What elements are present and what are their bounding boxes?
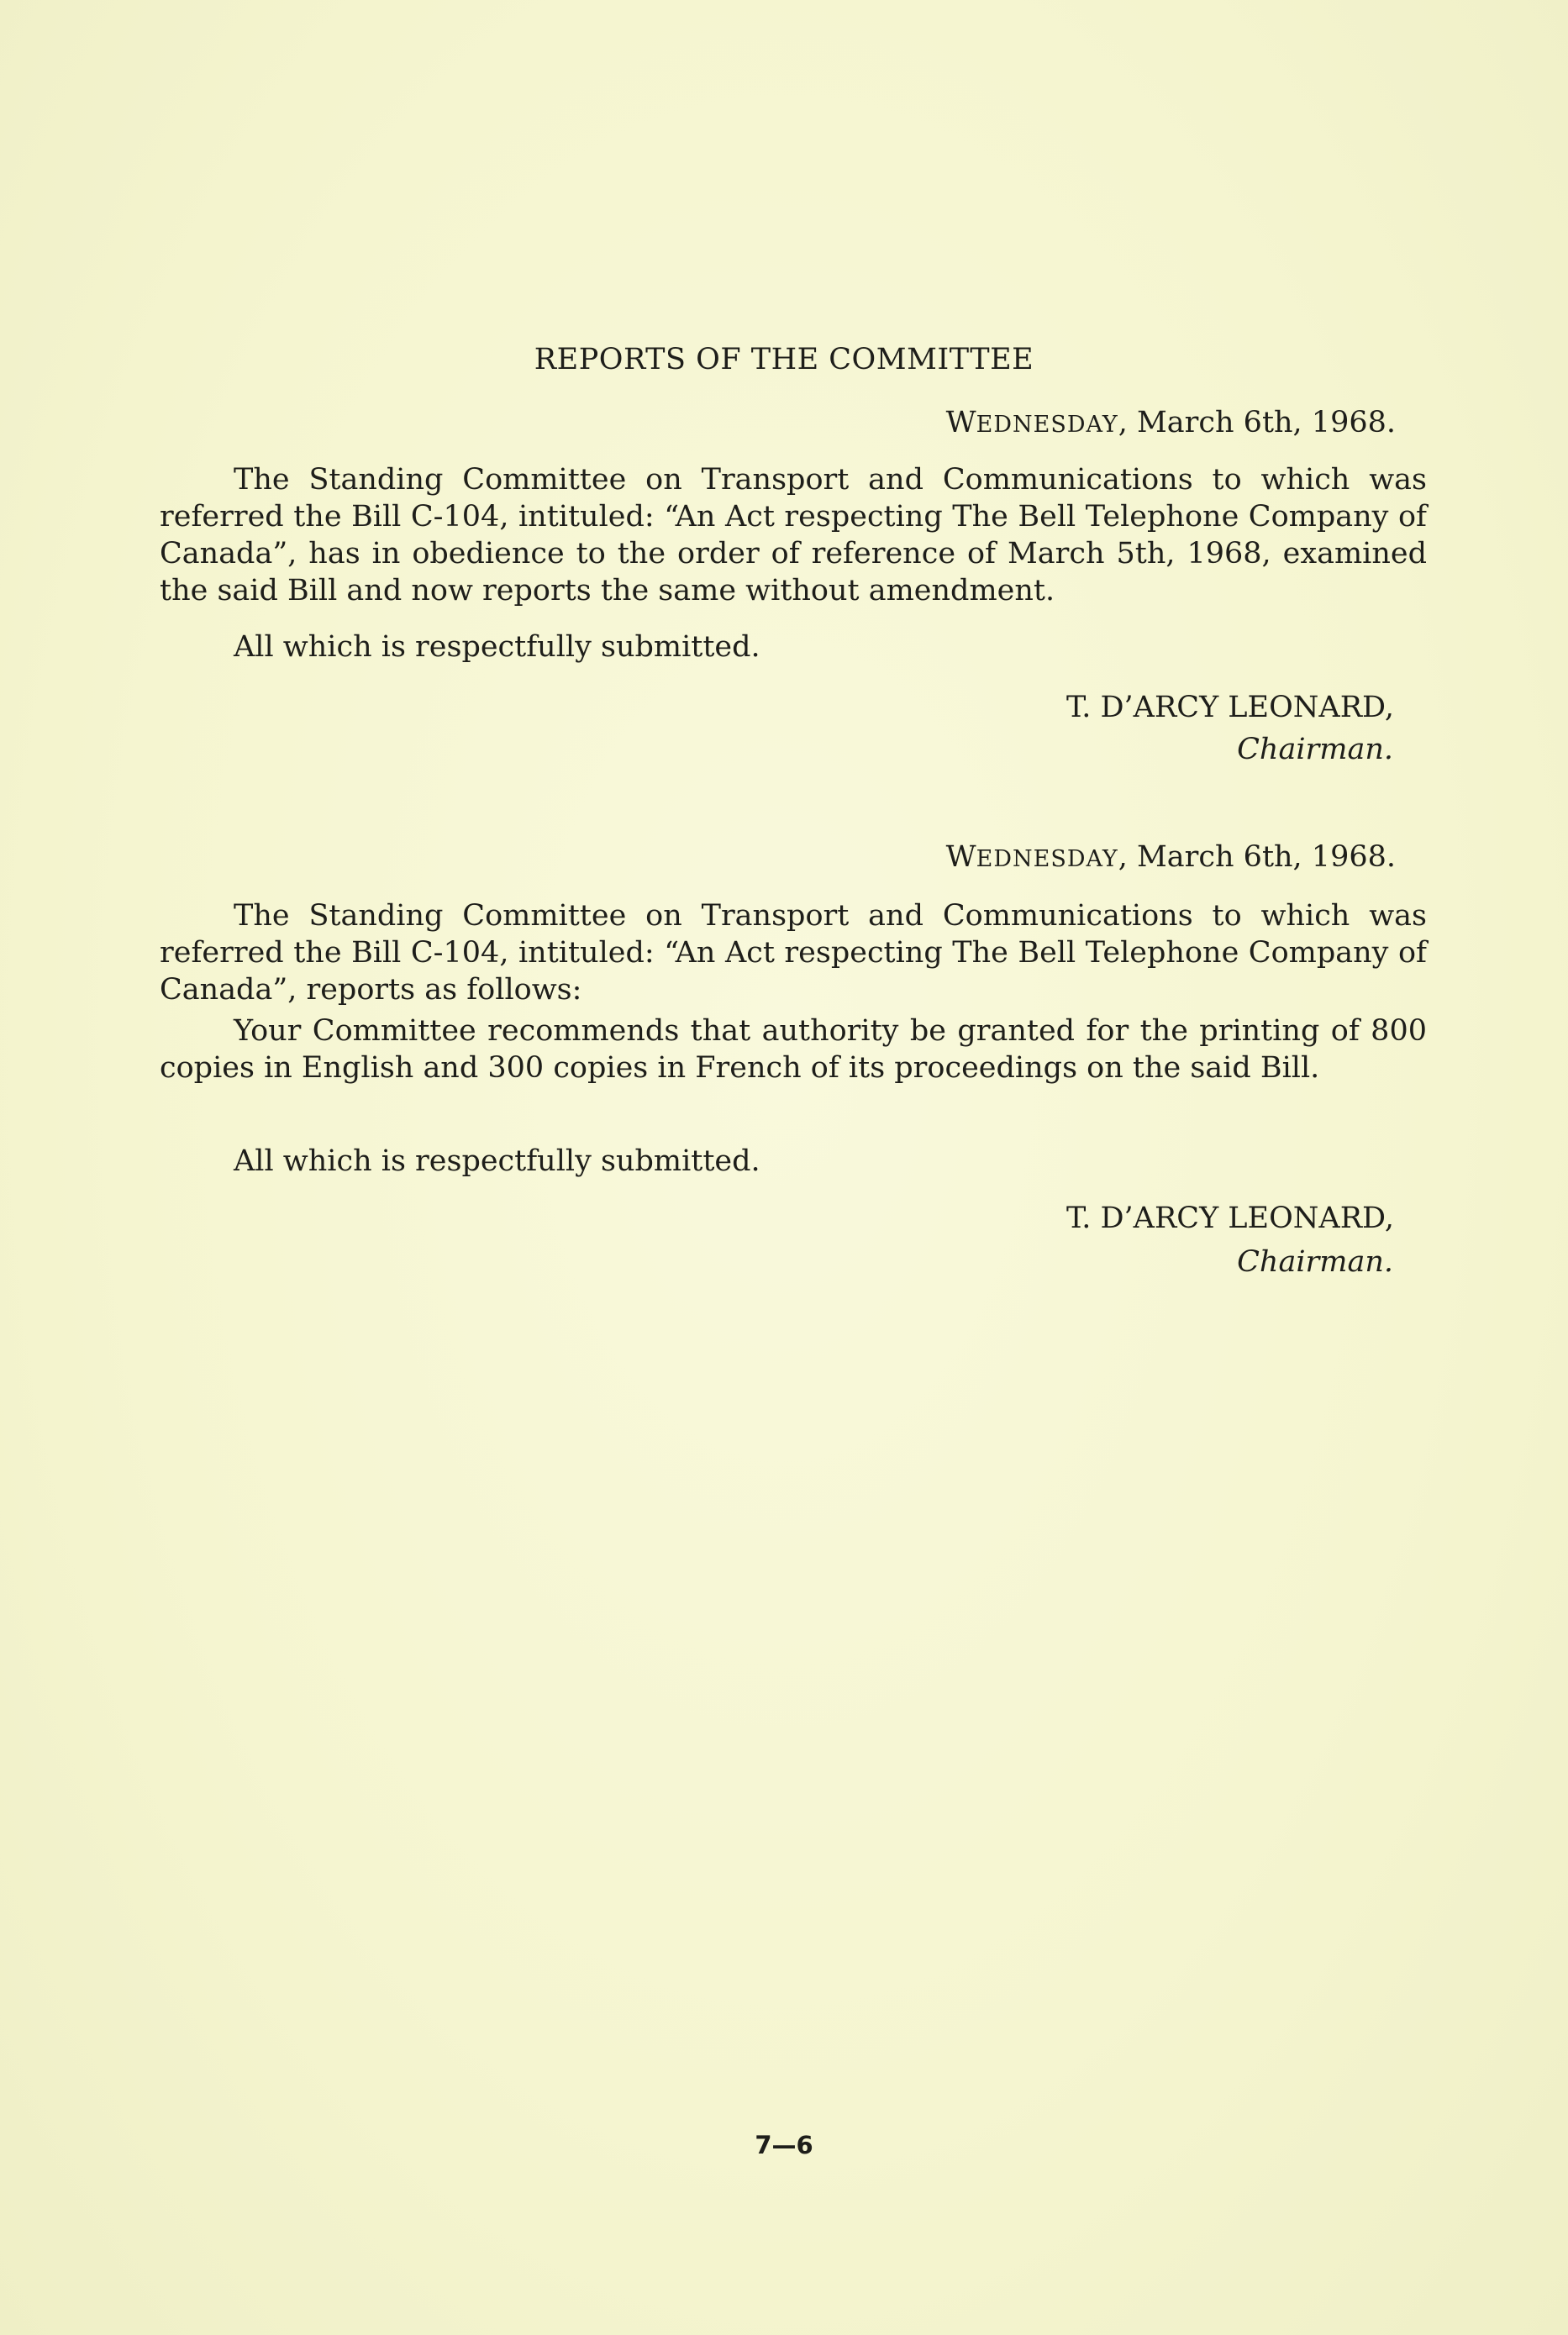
report2-paragraph: The Standing Committee on Transport and Communications to which was referred the Bill C-104, intituled: “An Act respecting The Bell Telephone Company of Canada”, reports as follows:: [160, 899, 1427, 1007]
report2-day-initial: W: [945, 840, 976, 874]
report1-role: Chairman.: [1237, 733, 1393, 766]
report2-date: [946, 840, 1396, 874]
report1-closing: All which is respectfully submitted.: [234, 630, 760, 664]
report2-signatory: T. D’ARCY LEONARD,: [1066, 1202, 1394, 1235]
report1-signatory: T. D’ARCY LEONARD,: [1066, 691, 1394, 724]
report2-date-rest: , March 6th, 1968.: [1118, 840, 1396, 874]
report1-paragraph: The Standing Committee on Transport and Communications to which was referred the Bill C-104, intituled: “An Act respecting The Bell Telephone Company of Canada”, has in obedience to the order of reference of March 5th, 1968, examined the said Bill and now reports the same without amendment.: [160, 463, 1427, 607]
report2-day-rest: EDNESDAY: [976, 846, 1118, 872]
report1-date-rest: , March 6th, 1968.: [1118, 406, 1396, 439]
report1-day-initial: W: [945, 406, 976, 439]
page-number: 7—6: [755, 2131, 813, 2159]
report1-date: [946, 406, 1396, 439]
report2-recommendation: Your Committee recommends that authority be granted for the printing of 800 copies in English and 300 copies in French of its proceedings on the said Bill.: [160, 1014, 1427, 1085]
report2-closing: All which is respectfully submitted.: [234, 1144, 760, 1178]
page-title: REPORTS OF THE COMMITTEE: [534, 343, 1034, 376]
report2-role: Chairman.: [1237, 1245, 1393, 1279]
report1-day-rest: EDNESDAY: [976, 412, 1118, 438]
